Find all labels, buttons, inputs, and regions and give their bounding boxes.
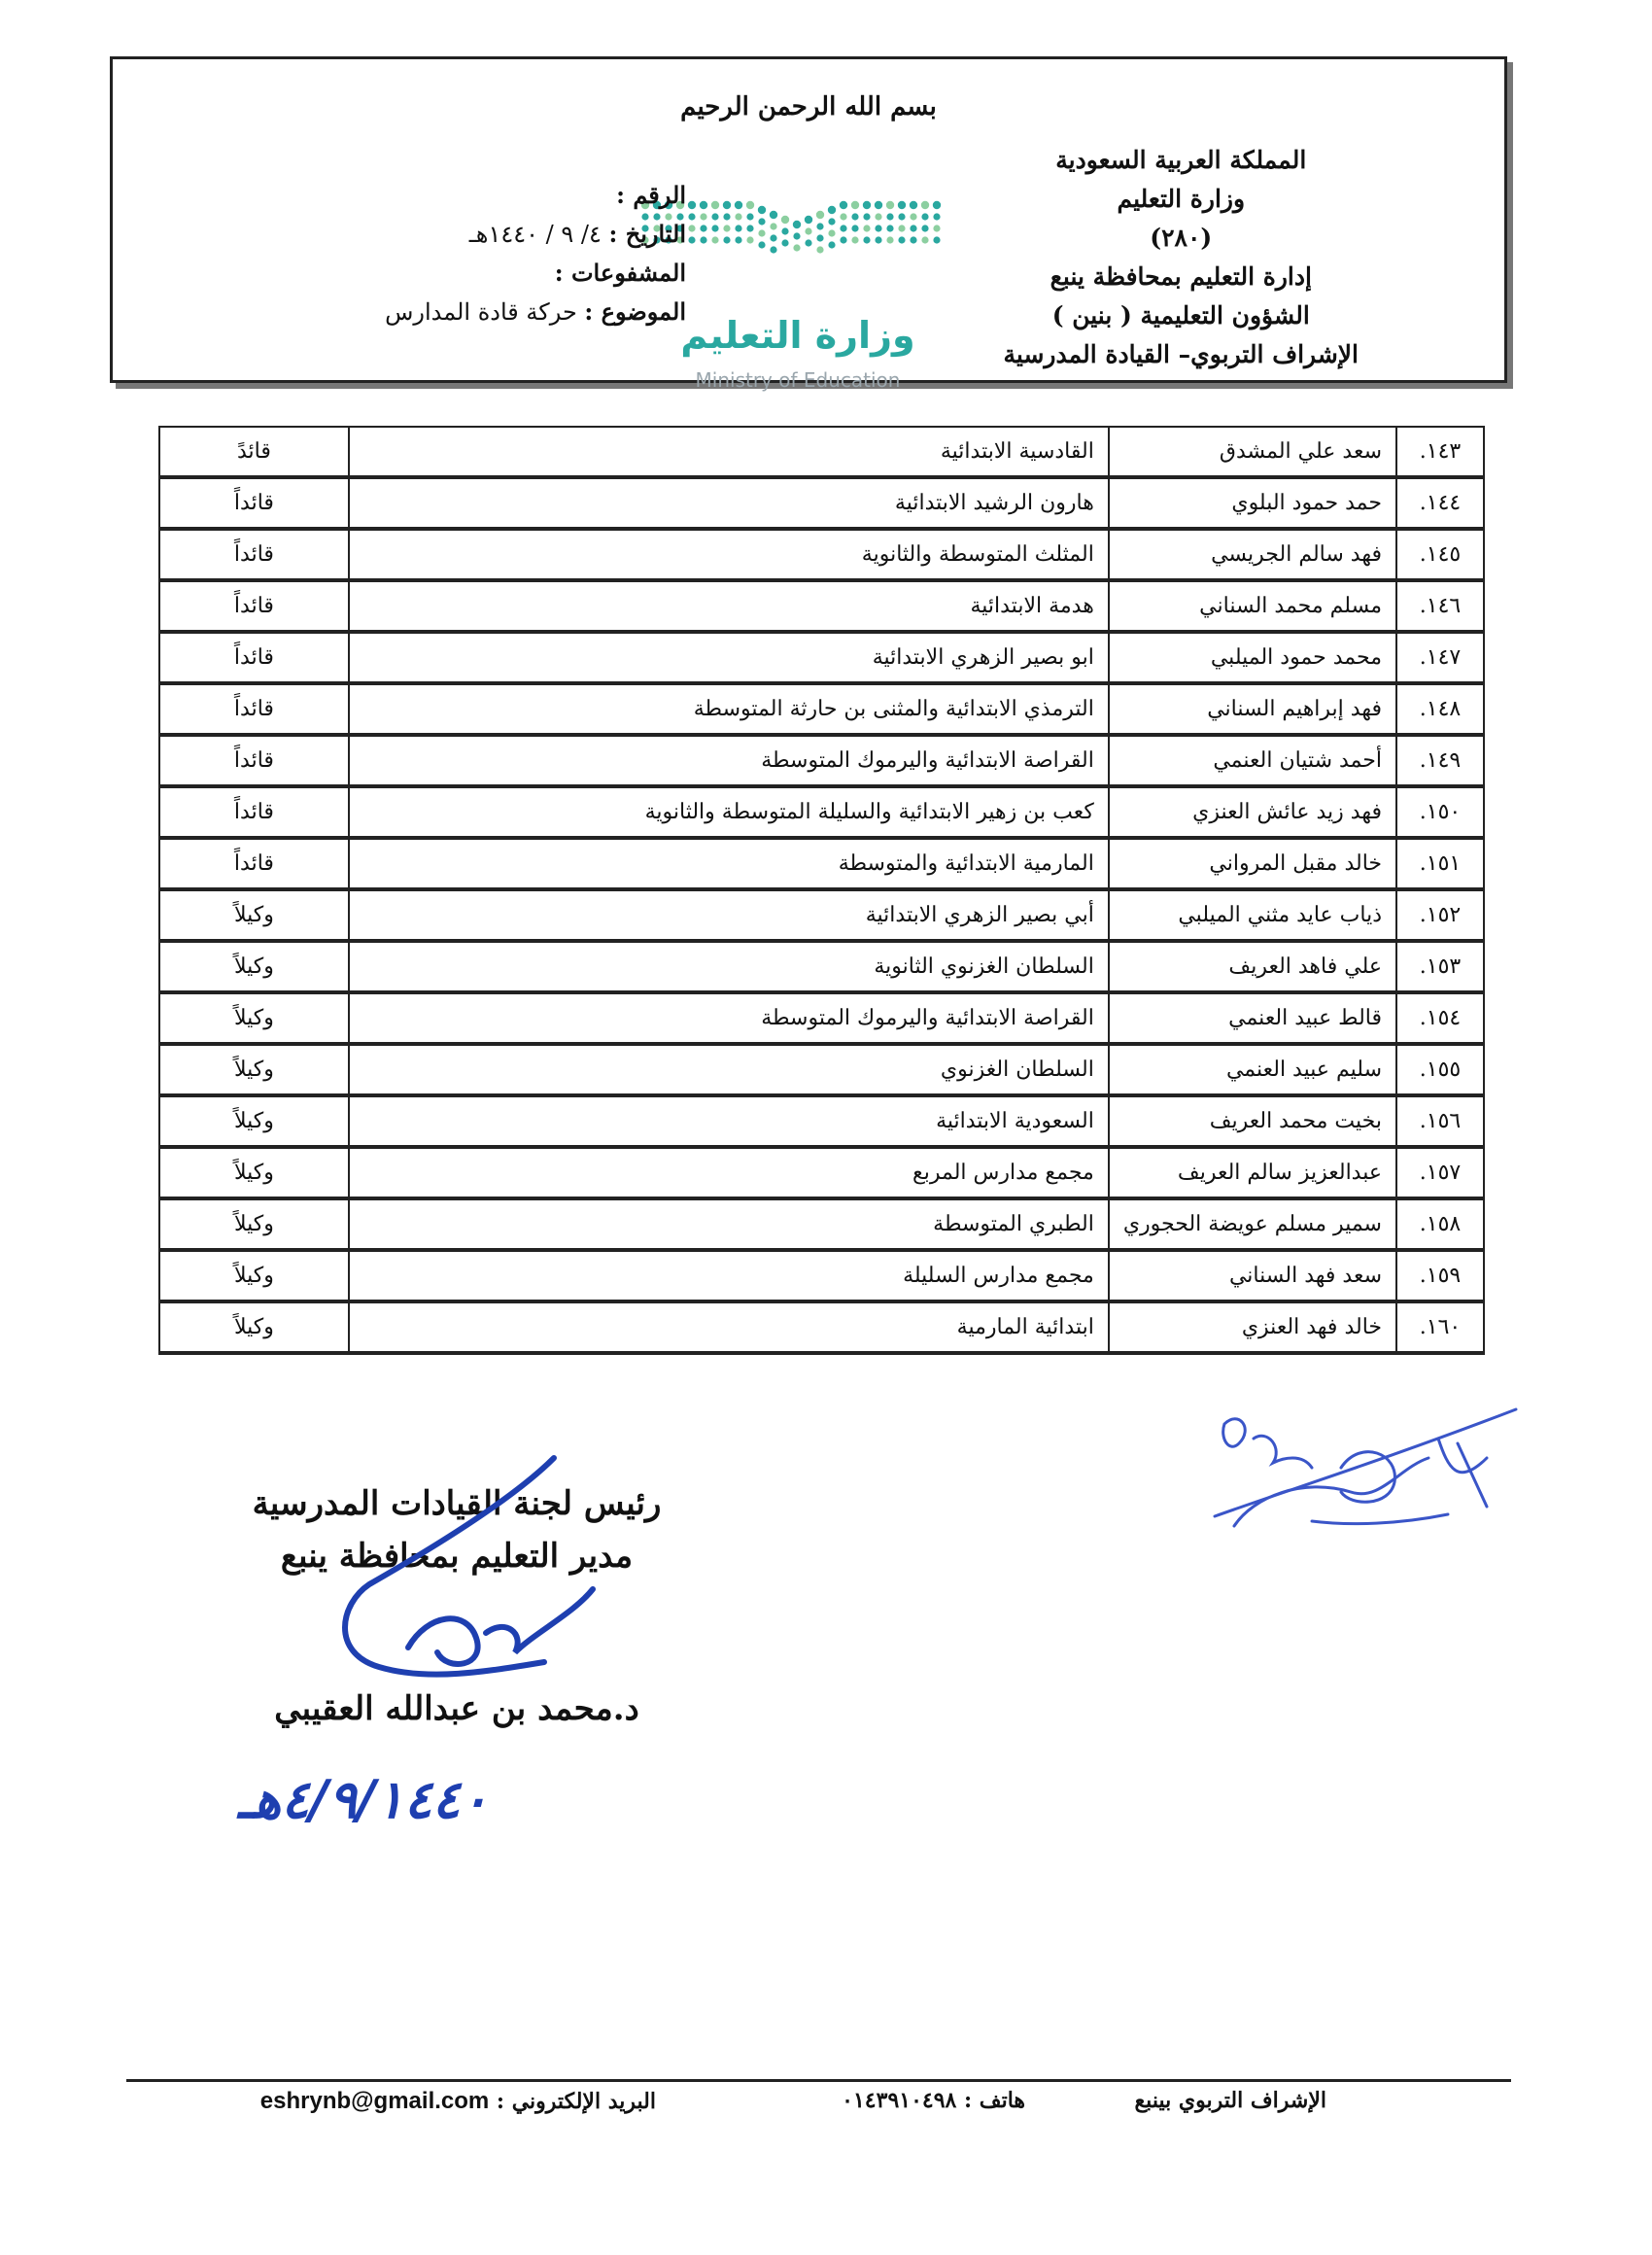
org-line: إدارة التعليم بمحافظة ينبع: [1050, 262, 1312, 291]
attachments-row: [258, 254, 686, 293]
school-name: الطبري المتوسطة: [349, 1198, 1109, 1250]
table-row: [159, 580, 1484, 632]
role-label: وكيلاً: [159, 889, 349, 941]
logo-dot: [898, 236, 905, 243]
logo-dot: [875, 225, 881, 231]
row-number: ١٤٥.: [1396, 529, 1484, 580]
school-name: ابتدائية المارمية: [349, 1301, 1109, 1353]
email-value[interactable]: eshrynb@gmail.com: [259, 2088, 490, 2114]
logo-dot: [863, 213, 870, 220]
role-label: قائداً: [159, 838, 349, 889]
logo-dot: [781, 216, 789, 224]
logo-dot: [746, 236, 753, 243]
role-label: قائداً: [159, 735, 349, 786]
date-row: [258, 215, 686, 254]
logo-dot: [898, 213, 905, 220]
date-label: التاريخ :: [608, 220, 686, 248]
logo-dot: [746, 225, 753, 231]
logo-dot: [711, 225, 718, 231]
org-line: (٢٨٠): [1150, 224, 1213, 252]
school-name: القراصة الابتدائية واليرموك المتوسطة: [349, 735, 1109, 786]
logo-dot: [851, 201, 859, 209]
staff-name: خالد فهد العنزي: [1109, 1301, 1396, 1353]
subject-row: [258, 293, 686, 331]
logo-dot: [711, 201, 719, 209]
org-line: الإشراف التربوي– القيادة المدرسية: [1003, 340, 1359, 368]
school-name: المثلث المتوسطة والثانوية: [349, 529, 1109, 580]
signatory-position: مدير التعليم بمحافظة ينبع: [280, 1537, 634, 1576]
footer: [126, 2088, 1511, 2127]
logo-arabic-text: وزارة التعليم: [680, 314, 915, 357]
logo-dot: [828, 229, 835, 236]
table-row: [159, 1301, 1484, 1353]
staff-name: بخيت محمد العريف: [1109, 1095, 1396, 1147]
logo-dot: [793, 221, 801, 228]
logo-dot: [770, 234, 776, 241]
school-name: هارون الرشيد الابتدائية: [349, 477, 1109, 529]
role-label: قائداً: [159, 580, 349, 632]
table-row: [159, 1095, 1484, 1147]
table-row: [159, 889, 1484, 941]
logo-dot: [770, 223, 776, 229]
table-row: [159, 427, 1484, 477]
email-label: البريد الإلكتروني :: [496, 2089, 656, 2114]
logo-dot: [910, 236, 916, 243]
logo-dot: [746, 201, 754, 209]
logo-dot: [886, 236, 893, 243]
organization-block: [1004, 141, 1359, 374]
staff-name: سعد فهد السناني: [1109, 1250, 1396, 1301]
logo-dot: [781, 239, 788, 246]
letterhead: [110, 56, 1507, 392]
staff-name: مسلم محمد السناني: [1109, 580, 1396, 632]
table-row: [159, 786, 1484, 838]
logo-dot: [711, 236, 718, 243]
row-number: ١٤٤.: [1396, 477, 1484, 529]
footer-divider: [126, 2079, 1511, 2082]
row-number: ١٥٧.: [1396, 1147, 1484, 1198]
logo-dot: [735, 213, 741, 220]
staff-name: ذياب عايد مثني الميلبي: [1109, 889, 1396, 941]
role-label: وكيلاً: [159, 1147, 349, 1198]
role-label: وكيلاً: [159, 1250, 349, 1301]
logo-dot: [840, 201, 847, 209]
logo-dot: [851, 213, 858, 220]
role-label: قائداً: [159, 786, 349, 838]
signatory-title: رئيس لجنة القيادات المدرسية: [252, 1484, 662, 1523]
logo-dot: [688, 236, 695, 243]
signatory-name: د.محمد بن عبدالله العقيبي: [274, 1689, 639, 1728]
date-value: ٤/ ٩ / ١٤٤٠هـ: [468, 221, 602, 248]
table-row: [159, 838, 1484, 889]
staff-name: عبدالعزيز سالم العريف: [1109, 1147, 1396, 1198]
row-number: ١٥١.: [1396, 838, 1484, 889]
logo-dot: [735, 236, 741, 243]
logo-dot: [758, 206, 766, 214]
row-number: ١٥٤.: [1396, 992, 1484, 1044]
logo-dot: [898, 201, 906, 209]
logo-dot: [933, 225, 940, 231]
handwritten-date: ٤/٩/١٤٤٠هـ: [238, 1769, 489, 1830]
table-row: [159, 1044, 1484, 1095]
table-row: [159, 632, 1484, 683]
subject-label: الموضوع :: [584, 297, 686, 326]
staff-name: سليم عبيد العنمي: [1109, 1044, 1396, 1095]
logo-dot: [910, 213, 916, 220]
role-label: قائداً: [159, 477, 349, 529]
row-number: ١٤٩.: [1396, 735, 1484, 786]
logo-dot: [700, 225, 706, 231]
school-name: المارمية الابتدائية والمتوسطة: [349, 838, 1109, 889]
logo-dot: [828, 241, 835, 248]
school-name: هدمة الابتدائية: [349, 580, 1109, 632]
logo-dot: [758, 229, 765, 236]
row-number: ١٥٠.: [1396, 786, 1484, 838]
logo-dot: [898, 225, 905, 231]
staff-name: خالد مقبل المرواني: [1109, 838, 1396, 889]
role-label: وكيلاً: [159, 1301, 349, 1353]
staff-name: فهد سالم الجريسي: [1109, 529, 1396, 580]
logo-dot: [770, 211, 777, 219]
logo-dot: [921, 236, 928, 243]
role-label: وكيلاً: [159, 941, 349, 992]
logo-dot: [921, 225, 928, 231]
school-name: مجمع مدارس المربع: [349, 1147, 1109, 1198]
table-row: [159, 1250, 1484, 1301]
logo-dot: [851, 225, 858, 231]
logo-dot: [886, 213, 893, 220]
logo-dot: [746, 213, 753, 220]
staff-name: سعد علي المشدق: [1109, 427, 1396, 477]
school-name: الترمذي الابتدائية والمثنى بن حارثة المتوسطة: [349, 683, 1109, 735]
logo-dot: [886, 201, 894, 209]
row-number: ١٥٩.: [1396, 1250, 1484, 1301]
logo-dot: [805, 227, 811, 234]
logo-dot: [886, 225, 893, 231]
staff-name: قالط عبيد العنمي: [1109, 992, 1396, 1044]
org-line: الشؤون التعليمية ( بنين ): [1051, 301, 1310, 330]
school-name: السلطان الغزنوي الثانوية: [349, 941, 1109, 992]
logo-dot: [816, 223, 823, 229]
footer-phone: [842, 2088, 1025, 2113]
footer-email: [260, 2088, 656, 2115]
school-name: القراصة الابتدائية واليرموك المتوسطة: [349, 992, 1109, 1044]
role-label: قائداً: [159, 529, 349, 580]
row-number: ١٤٣.: [1396, 427, 1484, 477]
logo-dot: [688, 201, 696, 209]
school-name: أبي بصير الزهري الابتدائية: [349, 889, 1109, 941]
logo-dot: [863, 236, 870, 243]
role-label: وكيلاً: [159, 992, 349, 1044]
table-row: [159, 1198, 1484, 1250]
handwritten-signature-icon: [321, 1439, 612, 1730]
table-row: [159, 992, 1484, 1044]
table-row: [159, 1147, 1484, 1198]
logo-dot: [816, 211, 824, 219]
logo-dot: [700, 213, 706, 220]
staff-name: فهد زيد عائش العنزي: [1109, 786, 1396, 838]
attachments-label: المشفوعات :: [554, 259, 686, 287]
row-number: ١٤٨.: [1396, 683, 1484, 735]
basmala: بسم الله الرحمن الرحيم: [680, 92, 937, 121]
school-name: القادسية الابتدائية: [349, 427, 1109, 477]
role-label: وكيلاً: [159, 1044, 349, 1095]
role-label: وكيلاً: [159, 1095, 349, 1147]
row-number: ١٥٨.: [1396, 1198, 1484, 1250]
row-number: ١٥٣.: [1396, 941, 1484, 992]
logo-dot: [758, 218, 765, 225]
reference-block: [258, 176, 686, 331]
subject-value: حركة قادة المدارس: [385, 298, 577, 326]
logo-dot: [723, 201, 731, 209]
row-number: ١٥٥.: [1396, 1044, 1484, 1095]
org-line: المملكة العربية السعودية: [1055, 146, 1307, 174]
logo-dot: [700, 201, 707, 209]
logo-dot: [875, 213, 881, 220]
table-row: [159, 735, 1484, 786]
logo-dot: [863, 225, 870, 231]
school-name: مجمع مدارس السليلة: [349, 1250, 1109, 1301]
logo-dot: [933, 213, 940, 220]
school-name: ابو بصير الزهري الابتدائية: [349, 632, 1109, 683]
school-name: السعودية الابتدائية: [349, 1095, 1109, 1147]
role-label: قائدً: [159, 427, 349, 477]
table-row: [159, 941, 1484, 992]
staff-name: فهد إبراهيم السناني: [1109, 683, 1396, 735]
row-number: ١٥٦.: [1396, 1095, 1484, 1147]
row-number: ١٤٧.: [1396, 632, 1484, 683]
logo-dot: [700, 236, 706, 243]
logo-dot: [735, 225, 741, 231]
logo-english-text: Ministry of Education: [695, 368, 901, 392]
logo-dot: [863, 201, 871, 209]
logo-dot: [770, 246, 776, 253]
logo-dot: [735, 201, 742, 209]
logo-dot: [840, 236, 846, 243]
phone-value: ٠١٤٣٩١٠٤٩٨: [842, 2088, 957, 2113]
table-row: [159, 477, 1484, 529]
footer-dept: الإشراف التربوي بينبع: [1134, 2088, 1326, 2113]
logo-dot: [828, 218, 835, 225]
logo-dot: [805, 216, 812, 224]
logo-dot: [723, 236, 730, 243]
logo-dot: [793, 232, 800, 239]
logo-dot: [840, 225, 846, 231]
school-name: كعب بن زهير الابتدائية والسليلة المتوسطة والثانوية: [349, 786, 1109, 838]
role-label: قائداً: [159, 683, 349, 735]
handwritten-initial-icon: [1195, 1400, 1526, 1545]
logo-dot: [781, 227, 788, 234]
staff-name: محمد حمود الميلبي: [1109, 632, 1396, 683]
logo-dot: [816, 246, 823, 253]
logo-dot: [723, 213, 730, 220]
phone-label: هاتف :: [964, 2088, 1025, 2113]
logo-dot: [688, 213, 695, 220]
table-row: [159, 529, 1484, 580]
row-number: ١٦٠.: [1396, 1301, 1484, 1353]
row-number: ١٥٢.: [1396, 889, 1484, 941]
org-line: وزارة التعليم: [1117, 185, 1246, 213]
logo-dot: [711, 213, 718, 220]
school-name: السلطان الغزنوي: [349, 1044, 1109, 1095]
role-label: وكيلاً: [159, 1198, 349, 1250]
logo-dot: [875, 201, 882, 209]
logo-dot: [723, 225, 730, 231]
leaders-table: [158, 426, 1485, 1355]
logo-dot: [933, 201, 941, 209]
logo-dot: [851, 236, 858, 243]
staff-name: علي فاهد العريف: [1109, 941, 1396, 992]
logo-dot: [816, 234, 823, 241]
staff-name: سمير مسلم عويضة الحجوري: [1109, 1198, 1396, 1250]
logo-dot: [840, 213, 846, 220]
logo-dot: [793, 244, 800, 251]
logo-dot: [933, 236, 940, 243]
table-row: [159, 683, 1484, 735]
logo-dot: [910, 201, 917, 209]
staff-name: أحمد شتيان العنمي: [1109, 735, 1396, 786]
logo-dot: [875, 236, 881, 243]
logo-dot: [910, 225, 916, 231]
logo-dot: [688, 225, 695, 231]
number-label: الرقم :: [616, 181, 686, 209]
row-number: ١٤٦.: [1396, 580, 1484, 632]
logo-dot: [921, 213, 928, 220]
number-row: [258, 176, 686, 215]
logo-dot: [828, 206, 836, 214]
logo-dot: [758, 241, 765, 248]
logo-dot: [805, 239, 811, 246]
logo-dot: [921, 201, 929, 209]
role-label: قائداً: [159, 632, 349, 683]
staff-name: حمد حمود البلوي: [1109, 477, 1396, 529]
